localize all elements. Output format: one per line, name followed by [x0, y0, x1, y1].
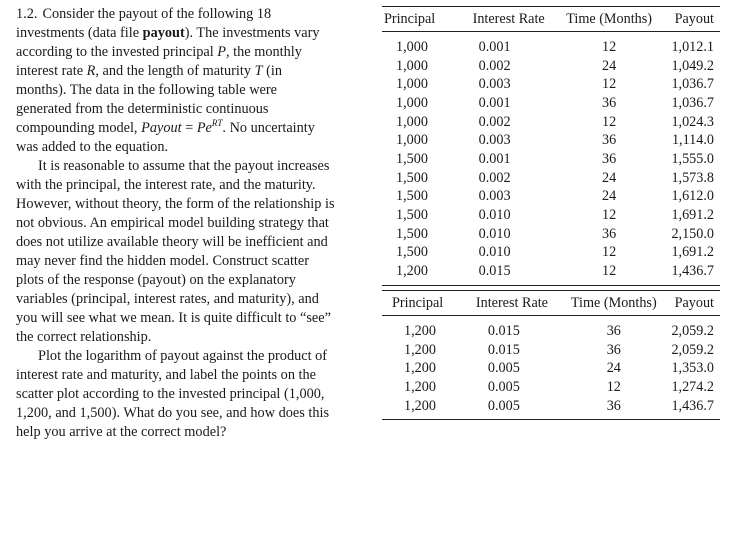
table-row [382, 341, 720, 360]
cell-principal: 1,000 [396, 94, 428, 111]
cell-principal: 1,200 [404, 397, 436, 414]
cell-time: 36 [602, 225, 617, 242]
model-lhs: Payout [141, 120, 182, 136]
cell-payout: 1,114.0 [671, 132, 714, 149]
cell-interest-rate: 0.015 [487, 322, 520, 339]
cell-interest-rate: 0.003 [478, 188, 511, 205]
model-equals: = [181, 120, 197, 136]
table-row [382, 57, 720, 76]
cell-payout: 1,036.7 [671, 76, 714, 93]
table-row [382, 262, 720, 285]
table-row [382, 113, 720, 132]
cell-payout: 1,573.8 [671, 169, 714, 186]
table-row [382, 150, 720, 169]
text-run: , the monthly interest rate [16, 44, 302, 79]
problem-paragraph-2: It is reasonable to assume that the payout increases with the principal, the interest rate, and the maturity. However, without theory, the form of the relationship is not obvious. An empirical model building strategy that does not utilize available theory will be inefficient and may never find the hidden model. Construct scatter plots of the response (payout) on the explanatory variables (principal, interest rates, and maturity), and you will see what we mean. It is quite difficult to “see” the correct relationship. [16, 158, 335, 345]
cell-time: 36 [606, 322, 621, 339]
model-exponent: RT [211, 118, 223, 129]
table-row [382, 188, 720, 207]
table-row [382, 75, 720, 94]
cell-payout: 2,059.2 [671, 322, 714, 339]
text-run: , and the length of maturity [95, 63, 255, 79]
column-header-payout: Payout [674, 294, 714, 311]
cell-payout: 1,436.7 [671, 397, 714, 414]
cell-principal: 1,200 [404, 341, 436, 358]
model-rhs: Pe [196, 120, 212, 136]
table-row [382, 169, 720, 188]
text-run: (in months). The data in the following table were generated from the deterministic continuous compounding model, [16, 63, 283, 136]
table-row [382, 225, 720, 244]
column-header-principal: Principal [392, 294, 444, 311]
cell-interest-rate: 0.002 [478, 57, 511, 74]
cell-principal: 1,200 [396, 263, 428, 280]
cell-principal: 1,500 [396, 188, 428, 205]
problem-paragraph-1 [16, 5, 336, 157]
table-row [382, 397, 720, 420]
cell-interest-rate: 0.005 [487, 397, 520, 414]
table-row [382, 131, 720, 150]
cell-principal: 1,200 [404, 360, 436, 377]
text-run: . No uncertainty was added to the equation. [16, 120, 315, 155]
cell-principal: 1,000 [396, 76, 428, 93]
cell-principal: 1,500 [396, 225, 428, 242]
cell-payout: 2,059.2 [671, 341, 714, 358]
data-file-name: payout [142, 25, 185, 41]
cell-interest-rate: 0.003 [478, 132, 511, 149]
cell-interest-rate: 0.005 [487, 378, 520, 395]
table-row [382, 32, 720, 57]
problem-number: 1.2. [16, 6, 38, 22]
variable-p: P [217, 44, 227, 60]
cell-interest-rate: 0.002 [478, 169, 511, 186]
cell-time: 36 [602, 132, 617, 149]
cell-time: 36 [602, 150, 617, 167]
column-header-principal: Principal [384, 10, 436, 27]
cell-time: 24 [602, 188, 617, 205]
table-row [382, 378, 720, 397]
cell-time: 36 [606, 341, 621, 358]
cell-principal: 1,000 [396, 57, 428, 74]
cell-principal: 1,500 [396, 244, 428, 261]
cell-interest-rate: 0.001 [478, 150, 511, 167]
table-row [382, 316, 720, 341]
column-header-payout: Payout [674, 10, 714, 27]
cell-payout: 1,274.2 [671, 378, 714, 395]
cell-time: 24 [602, 57, 617, 74]
table-row [382, 359, 720, 378]
cell-payout: 1,691.2 [671, 207, 714, 224]
payout-table-2 [382, 290, 720, 420]
cell-payout: 1,024.3 [671, 113, 714, 130]
cell-interest-rate: 0.015 [478, 263, 511, 280]
cell-principal: 1,000 [396, 38, 428, 55]
cell-time: 12 [606, 378, 621, 395]
table-header-row [382, 7, 720, 32]
cell-time: 12 [602, 207, 617, 224]
cell-payout: 1,555.0 [671, 150, 714, 167]
cell-payout: 2,150.0 [671, 225, 714, 242]
payout-table-1 [382, 6, 720, 286]
cell-principal: 1,500 [396, 150, 428, 167]
table-row [382, 244, 720, 263]
cell-interest-rate: 0.001 [478, 38, 511, 55]
column-header-interest-rate: Interest Rate [472, 10, 545, 27]
problem-text [16, 5, 336, 442]
cell-time: 12 [602, 263, 617, 280]
cell-interest-rate: 0.010 [478, 225, 511, 242]
cell-interest-rate: 0.010 [478, 207, 511, 224]
cell-time: 12 [602, 38, 617, 55]
cell-principal: 1,200 [404, 322, 436, 339]
column-header-time: Time (Months) [566, 10, 653, 27]
cell-time: 12 [602, 113, 617, 130]
cell-payout: 1,049.2 [671, 57, 714, 74]
variable-r: R [86, 63, 96, 79]
cell-time: 12 [602, 76, 617, 93]
cell-time: 24 [606, 360, 621, 377]
variable-t: T [254, 63, 263, 79]
cell-principal: 1,500 [396, 169, 428, 186]
cell-interest-rate: 0.001 [478, 94, 511, 111]
cell-payout: 1,036.7 [671, 94, 714, 111]
cell-principal: 1,000 [396, 132, 428, 149]
column-header-interest-rate: Interest Rate [475, 294, 548, 311]
cell-principal: 1,200 [404, 378, 436, 395]
cell-interest-rate: 0.005 [487, 360, 520, 377]
cell-interest-rate: 0.002 [478, 113, 511, 130]
cell-principal: 1,000 [396, 113, 428, 130]
cell-interest-rate: 0.003 [478, 76, 511, 93]
problem-paragraph-3: Plot the logarithm of payout against the product of interest rate and maturity, and label the points on the scatter plot according to the invested principal (1,000, 1,200, and 1,500). What do you see, and how does this help you arrive at the correct model? [16, 348, 330, 440]
cell-payout: 1,612.0 [671, 188, 714, 205]
cell-time: 12 [602, 244, 617, 261]
cell-payout: 1,012.1 [671, 38, 714, 55]
cell-payout: 1,353.0 [671, 360, 714, 377]
cell-principal: 1,500 [396, 207, 428, 224]
cell-time: 36 [602, 94, 617, 111]
table-header-row [382, 291, 720, 316]
cell-time: 24 [602, 169, 617, 186]
cell-time: 36 [606, 397, 621, 414]
cell-payout: 1,691.2 [671, 244, 714, 261]
cell-interest-rate: 0.010 [478, 244, 511, 261]
text-run: ). The investments vary according to the invested principal [16, 25, 320, 60]
column-header-time: Time (Months) [570, 294, 657, 311]
cell-interest-rate: 0.015 [487, 341, 520, 358]
table-row [382, 206, 720, 225]
text-run: Consider the payout of the following 18 investments (data file [16, 6, 272, 41]
table-row [382, 94, 720, 113]
cell-payout: 1,436.7 [671, 263, 714, 280]
